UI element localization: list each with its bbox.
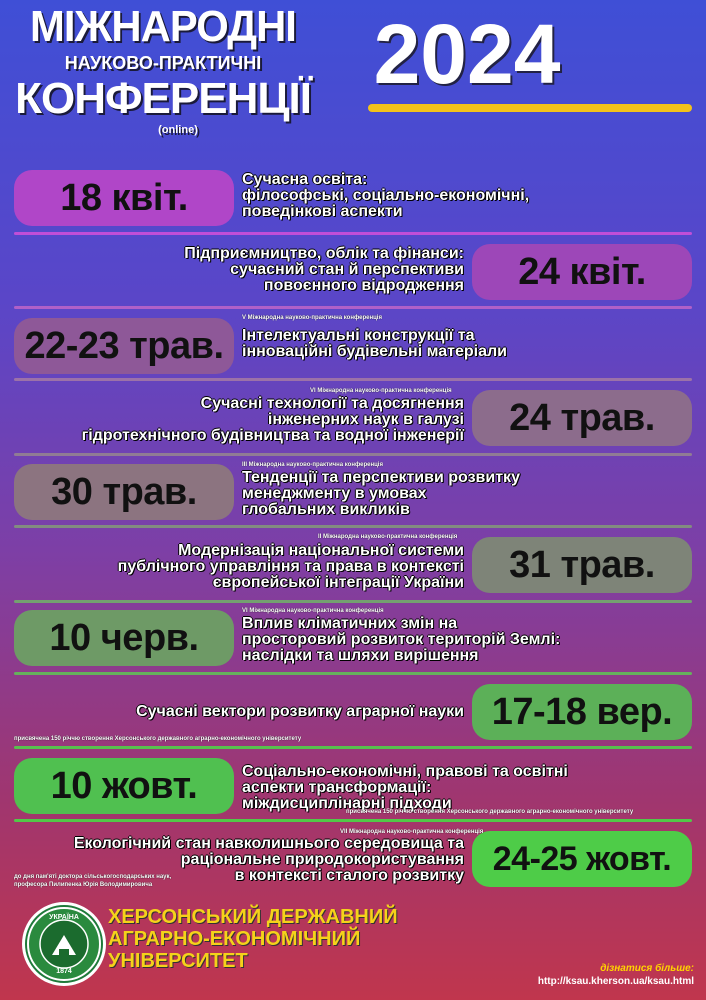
conference-note: присвячена 150 річчю створення Херсонського державного аграрно-економічного університету — [346, 809, 634, 815]
conference-date-pill[interactable] — [14, 318, 234, 374]
conference-date: 30 трав. — [51, 470, 197, 513]
conference-date-pill[interactable] — [14, 610, 234, 666]
more-label: дізнатися більше: — [600, 963, 694, 974]
university-logo[interactable] — [22, 902, 106, 986]
conference-date-pill[interactable] — [472, 244, 692, 300]
conference-title: Сучасна освіта: філософські, соціально-економічні, поведінкові аспекти — [242, 171, 530, 220]
conference-title: Сучасні вектори розвитку аграрної науки — [136, 703, 464, 720]
format-label: (online) — [158, 124, 198, 136]
conference-note: V Міжнародна науково-практична конференція — [242, 315, 382, 321]
title-line-1: МІЖНАРОДНІ — [30, 2, 296, 51]
conference-date: 24 трав. — [509, 396, 655, 439]
logo-year: 1874 — [56, 968, 72, 975]
conference-date: 22-23 трав. — [24, 324, 224, 367]
conference-date-pill[interactable] — [472, 831, 692, 887]
conference-date-pill[interactable] — [14, 464, 234, 520]
conference-date: 17-18 вер. — [491, 690, 673, 733]
conference-note: VI Міжнародна науково-практична конференція — [242, 608, 384, 614]
conference-title: Тенденції та перспективи розвитку менеджменту в умовах глобальних викликів — [242, 469, 520, 518]
separator — [14, 525, 692, 528]
header-title — [8, 2, 318, 136]
more-info — [538, 962, 694, 988]
conference-dedication: до дня пам'яті доктора сільськогосподарських наук, професора Пилипенка Юрія Володимировича — [14, 874, 172, 888]
conference-title: Модернізація національної системи публічного управління та права в контексті європейської інтеграції України — [117, 542, 464, 591]
year-underline — [368, 104, 692, 112]
conference-date-pill[interactable] — [472, 684, 692, 740]
university-name: ХЕРСОНСЬКИЙ ДЕРЖАВНИЙ АГРАРНО-ЕКОНОМІЧНИЙ УНІВЕРСИТЕТ — [108, 906, 398, 972]
conference-date: 24-25 жовт. — [492, 839, 672, 878]
website-link[interactable]: http://ksau.kherson.ua/ksau.html — [537, 976, 694, 987]
separator — [14, 453, 692, 456]
logo-text: УКРАЇНА — [49, 914, 79, 921]
conference-date-pill[interactable] — [14, 758, 234, 814]
separator — [14, 672, 692, 675]
conference-title: Інтелектуальні конструкції та інноваційні будівельні матеріали — [242, 327, 507, 360]
conference-note: VII Міжнародна науково-практична конференція — [340, 829, 484, 835]
conference-date: 31 трав. — [509, 543, 655, 586]
conference-title: Сучасні технології та досягнення інженерних наук в галузі гідротехнічного будівництва та водної інженерії — [81, 395, 464, 444]
separator — [14, 232, 692, 235]
conference-date-pill[interactable] — [472, 390, 692, 446]
title-line-2: НАУКОВО-ПРАКТИЧНІ — [64, 53, 262, 73]
separator — [14, 306, 692, 309]
year-label: 2024 — [373, 7, 561, 101]
conference-date: 24 квіт. — [518, 250, 646, 293]
conference-title: Соціально-економічні, правові та освітні аспекти трансформації: міждисциплінарні підходи — [242, 763, 568, 812]
conference-date-pill[interactable] — [472, 537, 692, 593]
conference-note: II Міжнародна науково-практична конференція — [318, 534, 458, 540]
conference-date: 18 квіт. — [60, 176, 188, 219]
separator — [14, 600, 692, 603]
conference-note: присвячена 150 річчю створення Херсонського державного аграрно-економічного університету — [14, 736, 302, 742]
conference-note: VI Міжнародна науково-практична конференція — [310, 388, 452, 394]
conference-date: 10 черв. — [49, 616, 199, 659]
conference-title: Екологічний стан навколишнього середовища та раціональне природокористування в контексті сталого розвитку — [73, 835, 464, 884]
conference-date-pill[interactable] — [14, 170, 234, 226]
conference-title: Вплив кліматичних змін на просторовий розвиток територій Землі: наслідки та шляхи вирішення — [242, 615, 561, 664]
separator — [14, 378, 692, 381]
separator — [14, 819, 692, 822]
conference-title: Підприємництво, облік та фінанси: сучасний стан й перспективи повоєнного відродження — [184, 245, 464, 294]
separator — [14, 746, 692, 749]
conference-note: III Міжнародна науково-практична конференція — [242, 462, 383, 468]
conference-date: 10 жовт. — [50, 764, 198, 807]
title-line-3: КОНФЕРЕНЦІЇ — [15, 74, 311, 123]
